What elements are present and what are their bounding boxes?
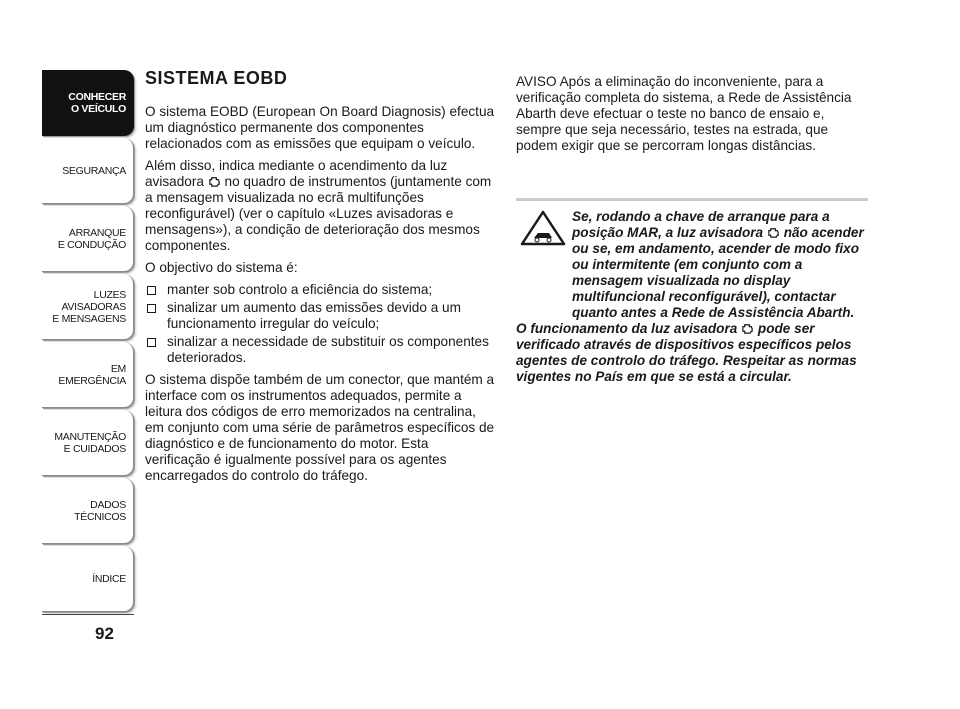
page-number: 92 [95, 624, 114, 643]
engine-check-icon [208, 175, 221, 188]
tab-label: DADOS TÉCNICOS [74, 498, 126, 523]
engine-check-icon [767, 226, 780, 239]
paragraph-text: no quadro de instrumentos (juntamente com a mensagem visualizada no ecrã multifunções reconfigurável) (ver o capítulo «Luzes avisadoras e mensagens»), a condição de deterioração dos mesmos componentes. [145, 174, 492, 253]
list-item: sinalizar um aumento das emissões devido a um funcionamento irregular do veículo; [145, 300, 497, 332]
engine-check-icon [741, 322, 754, 335]
paragraph: O sistema dispõe também de um conector, que mantém a interface com os instrumentos adequados, permite a leitura dos códigos de erro memorizados na centralina, em conjunto com uma série de parâmetros específicos de diagnóstico e de funcionamento do motor. Esta verificação é igualmente possível para os agentes encarregados do controlo do tráfego. [145, 372, 495, 483]
list-item: manter sob controlo a eficiência do sistema; [145, 282, 497, 298]
warning-text [516, 209, 868, 321]
tab-seguranca[interactable] [42, 138, 134, 204]
warning-text-part: não acender ou se, em andamento, acender de modo fixo ou intermitente (em conjunto com a mensagem visualizada no display multifuncional reconfigurável), contactar quanto antes a Rede de Assistência Abarth. [572, 225, 864, 320]
page-number-rule [42, 614, 134, 615]
tab-manutencao-e-cuidados[interactable] [42, 410, 134, 476]
warning-text-part: Se, rodando a chave de arranque para a posição MAR, a luz avisadora [572, 209, 830, 240]
warning-text-part: pode ser verificado através de dispositivos específicos pelos agentes de controlo do tráfego. Respeitar as normas vigentes no País em que se está a circular. [516, 321, 857, 384]
objective-list [145, 282, 497, 366]
warning-text-part: O funcionamento da luz avisadora [516, 321, 738, 336]
tab-label: EM EMERGÊNCIA [58, 362, 126, 387]
tab-dados-tecnicos[interactable] [42, 478, 134, 544]
tab-arranque-e-conducao[interactable] [42, 206, 134, 272]
warning-box [516, 209, 868, 385]
tab-em-emergencia[interactable] [42, 342, 134, 408]
tab-conhecer-o-veiculo[interactable] [42, 70, 134, 136]
paragraph: O sistema EOBD (European On Board Diagnosis) efectua um diagnóstico permanente dos componentes relacionados com as emissões que equipam o veículo. [145, 104, 495, 151]
aviso-paragraph: AVISO Após a eliminação do inconveniente, para a verificação completa do sistema, a Rede de Assistência Abarth deve efectuar o teste no banco de ensaio e, sempre que seja necessário, testes na estrada, que podem exigir que se percorram longas distâncias. [516, 74, 852, 153]
tab-label: ÍNDICE [92, 572, 126, 585]
paragraph-text: Além disso, indica mediante o acendimento da luz avisadora [145, 158, 448, 189]
tab-label: LUZES AVISADORAS E MENSAGENS [52, 288, 126, 325]
paragraph: O objectivo do sistema é: [145, 260, 298, 275]
tab-label: CONHECER O VEÍCULO [68, 90, 126, 115]
main-column [145, 70, 497, 490]
tab-label: MANUTENÇÃO E CUIDADOS [54, 430, 126, 455]
tab-label: ARRANQUE E CONDUÇÃO [57, 226, 126, 251]
warning-text [516, 321, 868, 385]
tab-indice[interactable] [42, 546, 134, 612]
section-title: SISTEMA EOBD [145, 68, 288, 88]
chapter-tabs [42, 70, 134, 614]
warning-divider [516, 198, 868, 201]
tab-label: SEGURANÇA [62, 164, 126, 177]
list-item: sinalizar a necessidade de substituir os componentes deteriorados. [145, 334, 497, 366]
paragraph [145, 158, 497, 254]
tab-luzes-avisadoras[interactable] [42, 274, 134, 340]
